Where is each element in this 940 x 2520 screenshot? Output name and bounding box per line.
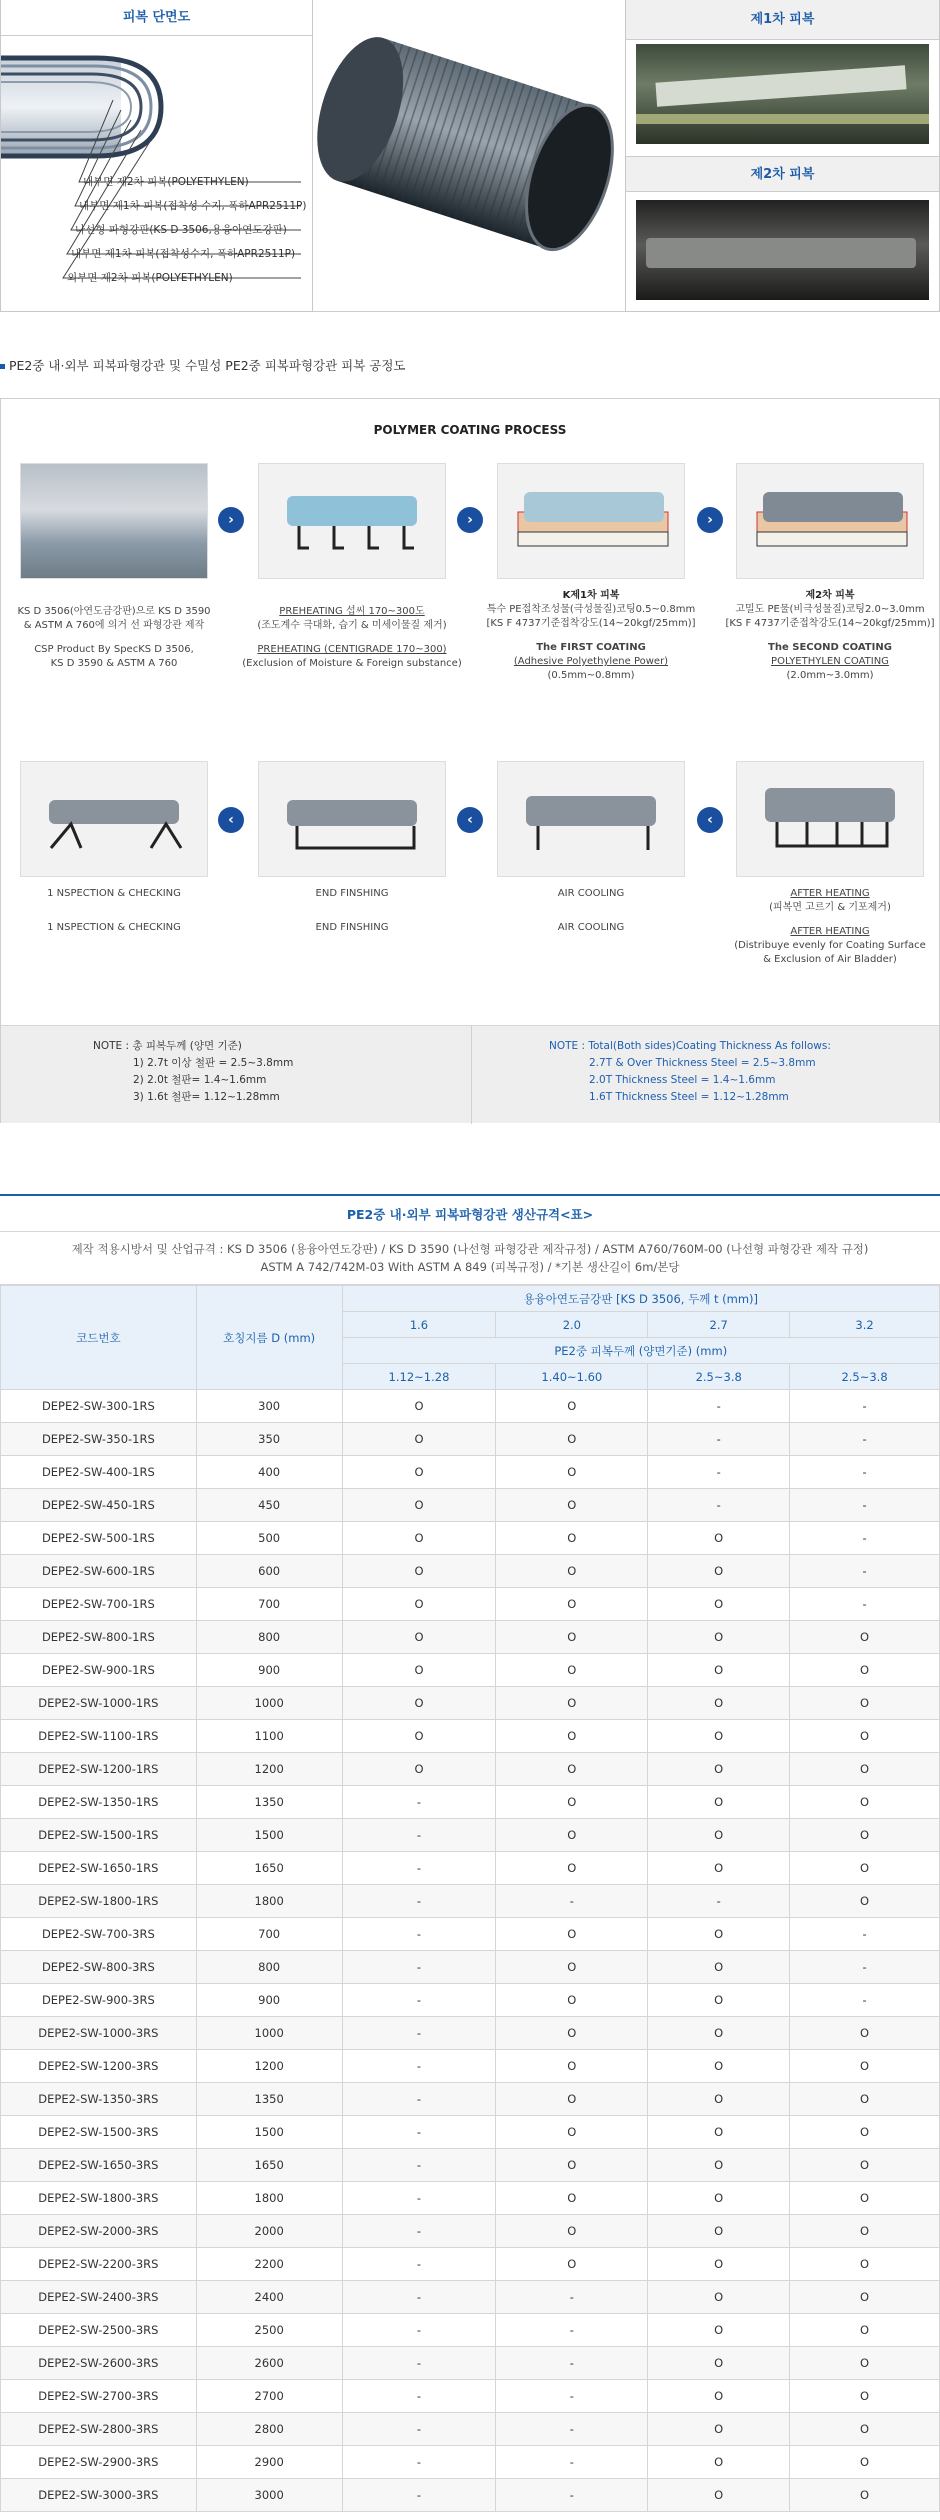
table-row — [1, 2116, 940, 2149]
table-row — [1, 2083, 940, 2116]
availability-cell: - — [648, 1423, 790, 1456]
availability-cell: - — [342, 2446, 496, 2479]
process-panel — [0, 398, 940, 1123]
process-step-end-finishing-text: END FINSHING END FINSHING — [315, 888, 389, 933]
availability-cell: O — [648, 1720, 790, 1753]
table-row — [1, 1588, 940, 1621]
diameter-cell: 900 — [196, 1654, 342, 1687]
table-row — [1, 1918, 940, 1951]
availability-cell: O — [496, 1819, 648, 1852]
availability-cell: O — [790, 1654, 940, 1687]
availability-cell: O — [648, 2083, 790, 2116]
bullet-icon — [0, 364, 5, 369]
availability-cell: O — [648, 2314, 790, 2347]
thickness-2-7: 2.7 — [648, 1312, 790, 1338]
table-row — [1, 2182, 940, 2215]
diameter-cell: 500 — [196, 1522, 342, 1555]
diameter-cell: 350 — [196, 1423, 342, 1456]
diameter-cell: 400 — [196, 1456, 342, 1489]
diameter-cell: 450 — [196, 1489, 342, 1522]
diameter-cell: 1000 — [196, 2017, 342, 2050]
availability-cell: - — [342, 1852, 496, 1885]
availability-cell: O — [496, 1753, 648, 1786]
availability-cell: O — [496, 2182, 648, 2215]
availability-cell: O — [496, 2017, 648, 2050]
coating-3: 2.5~3.8 — [648, 1364, 790, 1390]
diameter-cell: 2000 — [196, 2215, 342, 2248]
code-cell: DEPE2-SW-700-3RS — [1, 1918, 197, 1951]
availability-cell: O — [648, 2380, 790, 2413]
first-coating-photo — [636, 44, 929, 144]
availability-cell: O — [790, 2116, 940, 2149]
thickness-3-2: 3.2 — [790, 1312, 940, 1338]
availability-cell: O — [496, 1489, 648, 1522]
table-row — [1, 1390, 940, 1423]
availability-cell: O — [342, 1390, 496, 1423]
availability-cell: O — [648, 2281, 790, 2314]
process-step-inspection-text: 1 NSPECTION & CHECKING 1 NSPECTION & CHECKING — [47, 888, 181, 933]
code-cell: DEPE2-SW-1000-1RS — [1, 1687, 197, 1720]
availability-cell: O — [496, 2248, 648, 2281]
diameter-cell: 2600 — [196, 2347, 342, 2380]
availability-cell: O — [648, 2215, 790, 2248]
coating-1: 1.12~1.28 — [342, 1364, 496, 1390]
availability-cell: O — [342, 1555, 496, 1588]
col-diameter-header: 호칭지름 D (mm) — [196, 1286, 342, 1390]
code-cell: DEPE2-SW-700-1RS — [1, 1588, 197, 1621]
code-cell: DEPE2-SW-500-1RS — [1, 1522, 197, 1555]
availability-cell: O — [648, 2413, 790, 2446]
diameter-cell: 2900 — [196, 2446, 342, 2479]
coating-2: 1.40~1.60 — [496, 1364, 648, 1390]
code-cell: DEPE2-SW-1350-3RS — [1, 2083, 197, 2116]
arrow-right-icon: › — [457, 507, 483, 533]
note-panel — [1, 1025, 939, 1123]
diameter-cell: 1800 — [196, 2182, 342, 2215]
diameter-cell: 700 — [196, 1588, 342, 1621]
process-step-after-heating-text: AFTER HEATING (피복면 고르기 & 기포제거) AFTER HEATING (Distribuye evenly for Coating Surface & Exclusion of Air Bladder) — [734, 888, 926, 965]
availability-cell: O — [648, 2479, 790, 2512]
table-row — [1, 1720, 940, 1753]
availability-cell: O — [648, 2050, 790, 2083]
cross-section-diagram — [1, 40, 314, 300]
table-row — [1, 2446, 940, 2479]
diameter-cell: 2700 — [196, 2380, 342, 2413]
availability-cell: O — [342, 1720, 496, 1753]
availability-cell: - — [342, 2413, 496, 2446]
code-cell: DEPE2-SW-1200-1RS — [1, 1753, 197, 1786]
availability-cell: O — [648, 1984, 790, 2017]
availability-cell: - — [342, 1819, 496, 1852]
availability-cell: O — [496, 1687, 648, 1720]
code-cell: DEPE2-SW-600-1RS — [1, 1555, 197, 1588]
cross-section-title: 피복 단면도 — [1, 0, 312, 36]
col-steel-header: 용융아연도금강판 [KS D 3506, 두께 t (mm)] — [342, 1286, 939, 1312]
availability-cell: O — [496, 1456, 648, 1489]
table-row — [1, 1654, 940, 1687]
availability-cell: - — [790, 1489, 940, 1522]
diameter-cell: 1500 — [196, 1819, 342, 1852]
table-row — [1, 1951, 940, 1984]
diameter-cell: 1200 — [196, 2050, 342, 2083]
code-cell: DEPE2-SW-1800-3RS — [1, 2182, 197, 2215]
callout-1: 내부면 제2차 피복(POLYETHYLEN) — [83, 176, 249, 188]
process-section-heading — [0, 356, 406, 374]
availability-cell: - — [342, 2314, 496, 2347]
coating-4: 2.5~3.8 — [790, 1364, 940, 1390]
process-section-title: PE2중 내·외부 피복파형강관 및 수밀성 PE2중 피복파형강관 피복 공정도 — [9, 358, 406, 373]
availability-cell: - — [790, 1456, 940, 1489]
availability-cell: O — [790, 2446, 940, 2479]
table-row — [1, 2314, 940, 2347]
diameter-cell: 900 — [196, 1984, 342, 2017]
diameter-cell: 3000 — [196, 2479, 342, 2512]
code-cell: DEPE2-SW-1500-1RS — [1, 1819, 197, 1852]
availability-cell: - — [790, 1423, 940, 1456]
code-cell: DEPE2-SW-1350-1RS — [1, 1786, 197, 1819]
process-step-preheating-image — [258, 463, 446, 579]
availability-cell: - — [790, 1390, 940, 1423]
availability-cell: - — [342, 1984, 496, 2017]
availability-cell: - — [342, 2347, 496, 2380]
availability-cell: O — [790, 1753, 940, 1786]
availability-cell: O — [790, 2380, 940, 2413]
availability-cell: - — [648, 1390, 790, 1423]
availability-cell: O — [342, 1654, 496, 1687]
availability-cell: - — [342, 2248, 496, 2281]
availability-cell: - — [342, 2215, 496, 2248]
process-title: POLYMER COATING PROCESS — [373, 423, 567, 437]
availability-cell: - — [342, 2380, 496, 2413]
code-cell: DEPE2-SW-2700-3RS — [1, 2380, 197, 2413]
availability-cell: O — [496, 2149, 648, 2182]
availability-cell: O — [648, 1522, 790, 1555]
second-coating-title: 제2차 피복 — [626, 156, 939, 192]
availability-cell: - — [342, 1918, 496, 1951]
table-row — [1, 2050, 940, 2083]
availability-cell: O — [496, 1951, 648, 1984]
code-cell: DEPE2-SW-2000-3RS — [1, 2215, 197, 2248]
code-cell: DEPE2-SW-900-3RS — [1, 1984, 197, 2017]
availability-cell: O — [790, 1786, 940, 1819]
availability-cell: O — [648, 1555, 790, 1588]
code-cell: DEPE2-SW-1500-3RS — [1, 2116, 197, 2149]
availability-cell: O — [790, 2182, 940, 2215]
arrow-left-icon: ‹ — [697, 807, 723, 833]
availability-cell: O — [342, 1522, 496, 1555]
availability-cell: O — [648, 2182, 790, 2215]
second-coating-photo — [636, 200, 929, 300]
availability-cell: - — [790, 1984, 940, 2017]
code-cell: DEPE2-SW-800-1RS — [1, 1621, 197, 1654]
callout-5: 외부면 제2차 피복(POLYETHYLEN) — [67, 272, 233, 284]
availability-cell: O — [648, 2116, 790, 2149]
availability-cell: O — [790, 2479, 940, 2512]
diameter-cell: 1350 — [196, 2083, 342, 2116]
process-step-inspection-image — [20, 761, 208, 877]
availability-cell: O — [648, 1918, 790, 1951]
availability-cell: - — [790, 1555, 940, 1588]
table-row — [1, 1555, 940, 1588]
availability-cell: - — [496, 2413, 648, 2446]
table-row — [1, 2347, 940, 2380]
availability-cell: O — [648, 2446, 790, 2479]
code-cell: DEPE2-SW-400-1RS — [1, 1456, 197, 1489]
code-cell: DEPE2-SW-1800-1RS — [1, 1885, 197, 1918]
availability-cell: O — [790, 2149, 940, 2182]
table-row — [1, 1786, 940, 1819]
diameter-cell: 2200 — [196, 2248, 342, 2281]
availability-cell: O — [496, 1984, 648, 2017]
callout-2: 내부면 제1차 피복(접착성 수지, 폭하APR2511P) — [79, 200, 307, 212]
availability-cell: - — [496, 2380, 648, 2413]
availability-cell: - — [790, 1588, 940, 1621]
diameter-cell: 1000 — [196, 1687, 342, 1720]
availability-cell: O — [790, 2248, 940, 2281]
availability-cell: O — [342, 1621, 496, 1654]
table-row — [1, 2248, 940, 2281]
pipe-photo — [313, 0, 625, 312]
availability-cell: O — [790, 2413, 940, 2446]
availability-cell: O — [496, 1654, 648, 1687]
availability-cell: O — [496, 1522, 648, 1555]
availability-cell: - — [342, 2017, 496, 2050]
process-step-fabrication-text: KS D 3506(아연도금강판)으로 KS D 3590 & ASTM A 760에 의거 선 파형강관 제작 CSP Product By SpecKS D 3506, KS D 3590 & ASTM A 760 — [17, 606, 211, 669]
availability-cell: O — [648, 1588, 790, 1621]
availability-cell: - — [342, 1885, 496, 1918]
availability-cell: O — [648, 1852, 790, 1885]
availability-cell: O — [648, 1786, 790, 1819]
diameter-cell: 1500 — [196, 2116, 342, 2149]
code-cell: DEPE2-SW-2200-3RS — [1, 2248, 197, 2281]
availability-cell: O — [342, 1753, 496, 1786]
availability-cell: O — [496, 1720, 648, 1753]
table-row — [1, 1489, 940, 1522]
availability-cell: O — [790, 1720, 940, 1753]
diameter-cell: 1200 — [196, 1753, 342, 1786]
first-coating-title: 제1차 피복 — [626, 0, 939, 40]
availability-cell: - — [342, 1951, 496, 1984]
diameter-cell: 2400 — [196, 2281, 342, 2314]
availability-cell: O — [648, 1687, 790, 1720]
availability-cell: O — [342, 1687, 496, 1720]
diameter-cell: 800 — [196, 1951, 342, 1984]
arrow-left-icon: ‹ — [457, 807, 483, 833]
availability-cell: O — [496, 1390, 648, 1423]
availability-cell: O — [648, 1753, 790, 1786]
availability-cell: O — [790, 1885, 940, 1918]
availability-cell: O — [648, 2347, 790, 2380]
code-cell: DEPE2-SW-1650-3RS — [1, 2149, 197, 2182]
table-row — [1, 2281, 940, 2314]
availability-cell: - — [342, 2116, 496, 2149]
availability-cell: O — [648, 1819, 790, 1852]
availability-cell: O — [790, 2083, 940, 2116]
availability-cell: - — [496, 2347, 648, 2380]
availability-cell: O — [648, 2149, 790, 2182]
availability-cell: O — [342, 1423, 496, 1456]
process-step-second-coating-image — [736, 463, 924, 579]
process-step-fabrication-image — [20, 463, 208, 579]
code-cell: DEPE2-SW-3000-3RS — [1, 2479, 197, 2512]
thickness-2-0: 2.0 — [496, 1312, 648, 1338]
table-row — [1, 1687, 940, 1720]
spec-description: 제작 적용시방서 및 산업규격 : KS D 3506 (용융아연도강판) / KS D 3590 (나선형 파형강관 제작규정) / ASTM A760/760M-00 (나선형 파형강관 제작 규정) ASTM A 742/742M-03 With ASTM A 849 (피복규정) / *기본 생산길이 6m/본당 — [0, 1232, 940, 1285]
availability-cell: O — [496, 1588, 648, 1621]
availability-cell: - — [790, 1522, 940, 1555]
availability-cell: - — [342, 2182, 496, 2215]
availability-cell: O — [496, 1621, 648, 1654]
code-cell: DEPE2-SW-900-1RS — [1, 1654, 197, 1687]
table-row — [1, 2413, 940, 2446]
process-step-first-coating-image — [497, 463, 685, 579]
availability-cell: - — [342, 2479, 496, 2512]
availability-cell: O — [496, 2116, 648, 2149]
availability-cell: - — [496, 1885, 648, 1918]
availability-cell: O — [496, 1918, 648, 1951]
note-english: NOTE : Total(Both sides)Coating Thickness As follows: 2.7T & Over Thickness Steel = 2.5~3.8mm 2.0T Thickness Steel = 1.4~1.6mm 1.6T Thickness Steel = 1.12~1.28mm — [549, 1040, 831, 1103]
coating-photos-panel — [625, 0, 940, 312]
availability-cell: - — [342, 2083, 496, 2116]
availability-cell: - — [648, 1885, 790, 1918]
availability-cell: - — [790, 1951, 940, 1984]
availability-cell: O — [496, 2083, 648, 2116]
col-code-header: 코드번호 — [1, 1286, 197, 1390]
process-step-second-coating-text: 제2차 피복 고밀도 PE물(비극성물질)코팅2.0~3.0mm [KS F 4737기준접착강도(14~20kgf/25mm)] The SECOND COATING POLYETHYLEN COATING (2.0mm~3.0mm) — [725, 590, 935, 681]
table-row — [1, 2479, 940, 2512]
availability-cell: O — [648, 1654, 790, 1687]
availability-cell: O — [342, 1489, 496, 1522]
diameter-cell: 800 — [196, 1621, 342, 1654]
table-row — [1, 2017, 940, 2050]
availability-cell: O — [342, 1456, 496, 1489]
availability-cell: O — [648, 1621, 790, 1654]
table-row — [1, 1456, 940, 1489]
availability-cell: O — [790, 2347, 940, 2380]
availability-cell: O — [790, 2017, 940, 2050]
process-step-first-coating-text: K제1차 피복 특수 PE접착조성물(극성물질)코팅0.5~0.8mm [KS F 4737기준접착강도(14~20kgf/25mm)] The FIRST COATING (Adhesive Polyethylene Power) (0.5mm~0.8mm) — [486, 590, 696, 681]
spec-table — [0, 1285, 940, 2512]
spec-table-section — [0, 1194, 940, 2512]
availability-cell: - — [342, 2149, 496, 2182]
diameter-cell: 1350 — [196, 1786, 342, 1819]
diameter-cell: 1100 — [196, 1720, 342, 1753]
arrow-left-icon: ‹ — [218, 807, 244, 833]
availability-cell: - — [648, 1456, 790, 1489]
availability-cell: O — [496, 1786, 648, 1819]
code-cell: DEPE2-SW-2900-3RS — [1, 2446, 197, 2479]
code-cell: DEPE2-SW-350-1RS — [1, 1423, 197, 1456]
diameter-cell: 700 — [196, 1918, 342, 1951]
availability-cell: O — [496, 2215, 648, 2248]
availability-cell: - — [496, 2281, 648, 2314]
table-row — [1, 1522, 940, 1555]
availability-cell: - — [342, 1786, 496, 1819]
table-row — [1, 1753, 940, 1786]
process-step-after-heating-image — [736, 761, 924, 877]
availability-cell: O — [790, 2314, 940, 2347]
availability-cell: - — [342, 2281, 496, 2314]
table-row — [1, 1852, 940, 1885]
availability-cell: - — [342, 2050, 496, 2083]
availability-cell: O — [790, 2050, 940, 2083]
availability-cell: O — [790, 1687, 940, 1720]
availability-cell: O — [790, 2281, 940, 2314]
arrow-right-icon: › — [218, 507, 244, 533]
table-row — [1, 2215, 940, 2248]
table-row — [1, 1885, 940, 1918]
availability-cell: O — [790, 1852, 940, 1885]
spec-title: PE2중 내·외부 피복파형강관 생산규격<표> — [0, 1194, 940, 1232]
process-step-end-finishing-image — [258, 761, 446, 877]
table-row — [1, 1423, 940, 1456]
process-step-preheating-text: PREHEATING 섭씨 170~300도 (조도계수 극대화, 습기 & 미세이물질 제거) PREHEATING (CENTIGRADE 170~300) (Exclusion of Moisture & Foreign substance) — [242, 606, 462, 669]
diameter-cell: 600 — [196, 1555, 342, 1588]
col-coating-header: PE2중 피복두께 (양면기준) (mm) — [342, 1338, 939, 1364]
callout-4: 내부면 제1차 피복(접착성수지, 폭하APR2511P) — [71, 248, 296, 260]
availability-cell: - — [496, 2314, 648, 2347]
code-cell: DEPE2-SW-2800-3RS — [1, 2413, 197, 2446]
code-cell: DEPE2-SW-2500-3RS — [1, 2314, 197, 2347]
availability-cell: - — [496, 2446, 648, 2479]
availability-cell: - — [790, 1918, 940, 1951]
code-cell: DEPE2-SW-1000-3RS — [1, 2017, 197, 2050]
code-cell: DEPE2-SW-1200-3RS — [1, 2050, 197, 2083]
code-cell: DEPE2-SW-2600-3RS — [1, 2347, 197, 2380]
availability-cell: O — [790, 1621, 940, 1654]
diameter-cell: 1650 — [196, 1852, 342, 1885]
availability-cell: O — [790, 2215, 940, 2248]
table-row — [1, 1984, 940, 2017]
availability-cell: O — [496, 1423, 648, 1456]
code-cell: DEPE2-SW-1100-1RS — [1, 1720, 197, 1753]
diameter-cell: 2800 — [196, 2413, 342, 2446]
availability-cell: O — [790, 1819, 940, 1852]
availability-cell: O — [648, 2017, 790, 2050]
availability-cell: O — [496, 1852, 648, 1885]
availability-cell: O — [496, 2050, 648, 2083]
callout-3: 나선형 파형강판(KS D 3506,용융아연도강판) — [75, 224, 287, 236]
code-cell: DEPE2-SW-300-1RS — [1, 1390, 197, 1423]
cross-section-panel — [0, 0, 313, 312]
diameter-cell: 1650 — [196, 2149, 342, 2182]
table-row — [1, 1621, 940, 1654]
availability-cell: O — [648, 2248, 790, 2281]
availability-cell: - — [648, 1489, 790, 1522]
diameter-cell: 300 — [196, 1390, 342, 1423]
availability-cell: O — [648, 1951, 790, 1984]
code-cell: DEPE2-SW-2400-3RS — [1, 2281, 197, 2314]
process-step-air-cooling-image — [497, 761, 685, 877]
table-row — [1, 1819, 940, 1852]
availability-cell: - — [496, 2479, 648, 2512]
table-row — [1, 2149, 940, 2182]
process-step-air-cooling-text: AIR COOLING AIR COOLING — [557, 888, 625, 933]
diameter-cell: 2500 — [196, 2314, 342, 2347]
availability-cell: O — [496, 1555, 648, 1588]
availability-cell: O — [342, 1588, 496, 1621]
code-cell: DEPE2-SW-450-1RS — [1, 1489, 197, 1522]
code-cell: DEPE2-SW-800-3RS — [1, 1951, 197, 1984]
diameter-cell: 1800 — [196, 1885, 342, 1918]
thickness-1-6: 1.6 — [342, 1312, 496, 1338]
table-row — [1, 2380, 940, 2413]
note-korean: NOTE : 총 피복두께 (양면 기준) 1) 2.7t 이상 철판 = 2.5~3.8mm 2) 2.0t 철판= 1.4~1.6mm 3) 1.6t 철판= 1.12~1.28mm — [93, 1040, 294, 1103]
arrow-right-icon: › — [697, 507, 723, 533]
code-cell: DEPE2-SW-1650-1RS — [1, 1852, 197, 1885]
